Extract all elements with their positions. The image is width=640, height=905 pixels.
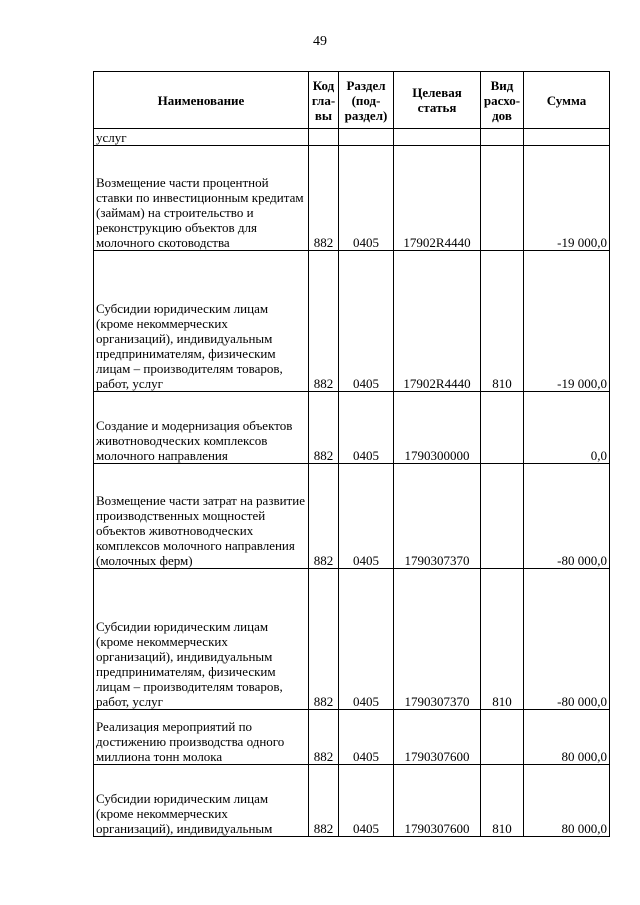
row-name: Субсидии юридическим лицам (кроме некоммерческих организаций), индивидуальным xyxy=(94,765,309,837)
row-section: 0405 xyxy=(339,392,394,464)
header-name: Наименование xyxy=(94,72,309,129)
row-section: 0405 xyxy=(339,710,394,765)
row-expense-type: 810 xyxy=(481,765,524,837)
row-code: 882 xyxy=(309,710,339,765)
row-article: 1790307600 xyxy=(394,710,481,765)
table-row xyxy=(94,569,610,710)
row-article: 1790307600 xyxy=(394,765,481,837)
row-section xyxy=(339,129,394,146)
row-article: 1790307370 xyxy=(394,569,481,710)
row-name: Возмещение части затрат на развитие производственных мощностей объектов животноводческих комплексов молочного направления (молочных ферм) xyxy=(94,464,309,569)
row-sum: -80 000,0 xyxy=(524,464,610,569)
row-article xyxy=(394,129,481,146)
row-sum xyxy=(524,129,610,146)
row-sum: 0,0 xyxy=(524,392,610,464)
row-code xyxy=(309,129,339,146)
row-article: 1790307370 xyxy=(394,464,481,569)
row-name: Субсидии юридическим лицам (кроме некоммерческих организаций), индивидуальным предпринимателям, физическим лицам – производителям товаров, работ, услуг xyxy=(94,251,309,392)
row-section: 0405 xyxy=(339,765,394,837)
header-sum: Сумма xyxy=(524,72,610,129)
row-section: 0405 xyxy=(339,251,394,392)
row-article: 17902R4440 xyxy=(394,146,481,251)
budget-table xyxy=(93,71,610,837)
header-expense-type: Вид расхо- дов xyxy=(481,72,524,129)
row-sum: -19 000,0 xyxy=(524,251,610,392)
row-name: Субсидии юридическим лицам (кроме некоммерческих организаций), индивидуальным предпринимателям, физическим лицам – производителям товаров, работ, услуг xyxy=(94,569,309,710)
row-name: Возмещение части процентной ставки по инвестиционным кредитам (займам) на строительство и реконструкцию объектов для молочного скотоводства xyxy=(94,146,309,251)
row-section: 0405 xyxy=(339,464,394,569)
row-sum: 80 000,0 xyxy=(524,710,610,765)
row-expense-type xyxy=(481,146,524,251)
row-code: 882 xyxy=(309,569,339,710)
row-article: 1790300000 xyxy=(394,392,481,464)
row-expense-type: 810 xyxy=(481,251,524,392)
row-article: 17902R4440 xyxy=(394,251,481,392)
row-name: Создание и модернизация объектов животноводческих комплексов молочного направления xyxy=(94,392,309,464)
row-code: 882 xyxy=(309,392,339,464)
table-row xyxy=(94,464,610,569)
header-code: Код гла- вы xyxy=(309,72,339,129)
header-section: Раздел (под- раздел) xyxy=(339,72,394,129)
row-sum: 80 000,0 xyxy=(524,765,610,837)
row-expense-type xyxy=(481,129,524,146)
row-sum: -80 000,0 xyxy=(524,569,610,710)
row-code: 882 xyxy=(309,251,339,392)
table-row xyxy=(94,765,610,837)
row-expense-type xyxy=(481,392,524,464)
table-row xyxy=(94,146,610,251)
row-name: Реализация мероприятий по достижению производства одного миллиона тонн молока xyxy=(94,710,309,765)
table-row xyxy=(94,710,610,765)
table-row xyxy=(94,392,610,464)
row-name: услуг xyxy=(94,129,309,146)
row-sum: -19 000,0 xyxy=(524,146,610,251)
table-row xyxy=(94,129,610,146)
table-header-row xyxy=(94,72,610,129)
row-code: 882 xyxy=(309,146,339,251)
page-number: 49 xyxy=(313,34,327,49)
row-code: 882 xyxy=(309,464,339,569)
row-code: 882 xyxy=(309,765,339,837)
table-row xyxy=(94,251,610,392)
row-expense-type xyxy=(481,464,524,569)
row-section: 0405 xyxy=(339,569,394,710)
header-article: Целевая статья xyxy=(394,72,481,129)
row-expense-type: 810 xyxy=(481,569,524,710)
row-section: 0405 xyxy=(339,146,394,251)
row-expense-type xyxy=(481,710,524,765)
